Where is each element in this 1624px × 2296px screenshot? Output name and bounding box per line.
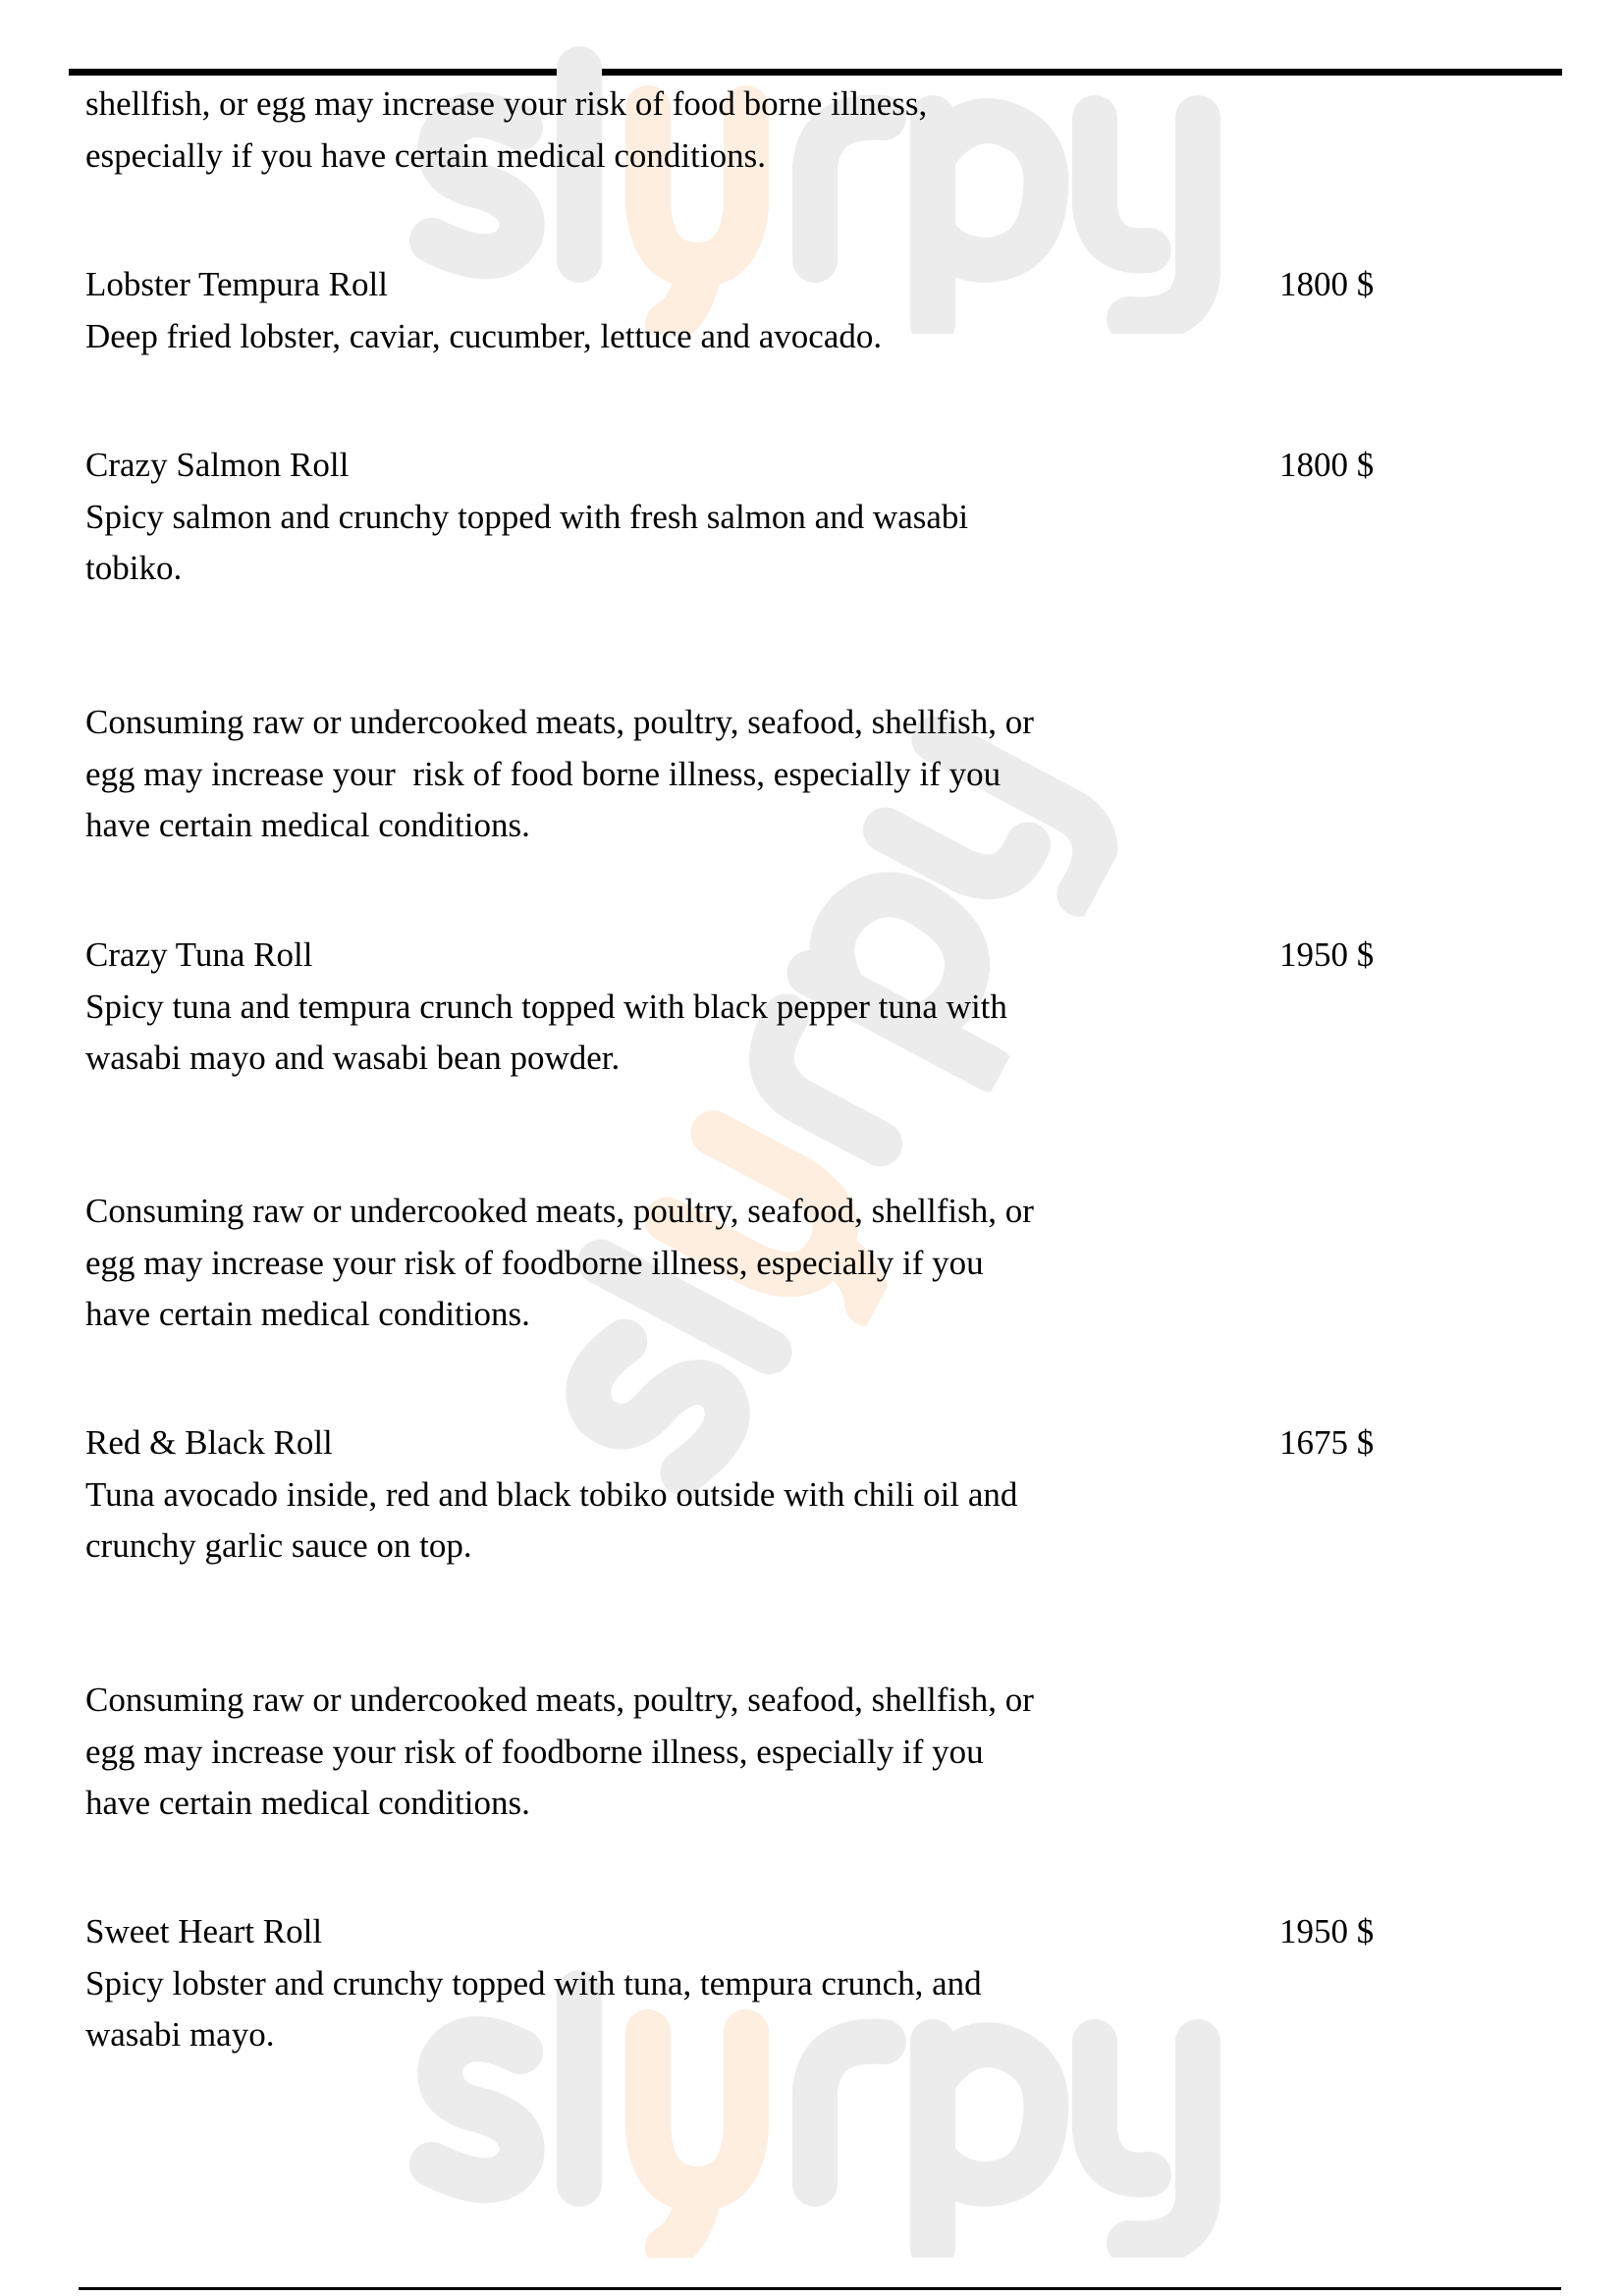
item-price: 1675 $ <box>1279 1423 1375 1462</box>
item-description: wasabi mayo and wasabi bean powder. <box>85 1039 621 1077</box>
menu-item <box>85 1906 1215 2061</box>
item-description: tobiko. <box>85 549 183 587</box>
warning-line: have certain medical conditions. <box>85 806 530 844</box>
item-name: Red & Black Roll <box>85 1423 333 1462</box>
top-rule <box>69 69 1562 76</box>
menu-item <box>85 1417 1215 1573</box>
warning-line: egg may increase your risk of foodborne illness, especially if you <box>85 1243 984 1282</box>
item-price: 1950 $ <box>1279 1912 1375 1950</box>
item-price: 1950 $ <box>1279 935 1375 974</box>
menu-item <box>85 930 1215 1085</box>
allergy-warning <box>85 1675 1215 1830</box>
menu-item <box>85 259 1215 362</box>
warning-line: egg may increase your risk of food borne illness, especially if you <box>85 754 1001 793</box>
allergy-warning <box>85 697 1215 852</box>
warning-line: have certain medical conditions. <box>85 1295 530 1333</box>
item-name: Crazy Tuna Roll <box>85 935 313 974</box>
bottom-rule <box>79 2287 1561 2290</box>
item-name: Lobster Tempura Roll <box>85 265 388 303</box>
item-price: 1800 $ <box>1279 446 1375 484</box>
warning-line: especially if you have certain medical conditions. <box>85 135 766 175</box>
item-price: 1800 $ <box>1279 265 1375 303</box>
warning-line: egg may increase your risk of foodborne illness, especially if you <box>85 1732 984 1771</box>
warning-line: Consuming raw or undercooked meats, poultry, seafood, shellfish, or <box>85 1192 1034 1230</box>
item-description: crunchy garlic sauce on top. <box>85 1526 472 1565</box>
menu-item <box>85 440 1215 595</box>
item-description: Tuna avocado inside, red and black tobiko outside with chili oil and <box>85 1474 1018 1514</box>
item-name: Sweet Heart Roll <box>85 1912 323 1950</box>
warning-line: shellfish, or egg may increase your risk of food borne illness, <box>85 84 928 123</box>
item-description: Spicy tuna and tempura crunch topped with black pepper tuna with <box>85 987 1007 1026</box>
warning-line: have certain medical conditions. <box>85 1784 530 1822</box>
item-description: Spicy lobster and crunchy topped with tuna, tempura crunch, and <box>85 1963 982 2002</box>
warning-line: Consuming raw or undercooked meats, poultry, seafood, shellfish, or <box>85 703 1034 741</box>
item-description: Spicy salmon and crunchy topped with fresh salmon and wasabi <box>85 497 969 536</box>
item-name: Crazy Salmon Roll <box>85 446 350 484</box>
item-description: Deep fried lobster, caviar, cucumber, lettuce and avocado. <box>85 316 883 355</box>
item-description: wasabi mayo. <box>85 2015 275 2054</box>
allergy-warning <box>85 79 1215 182</box>
allergy-warning <box>85 1186 1215 1341</box>
warning-line: Consuming raw or undercooked meats, poultry, seafood, shellfish, or <box>85 1681 1034 1719</box>
